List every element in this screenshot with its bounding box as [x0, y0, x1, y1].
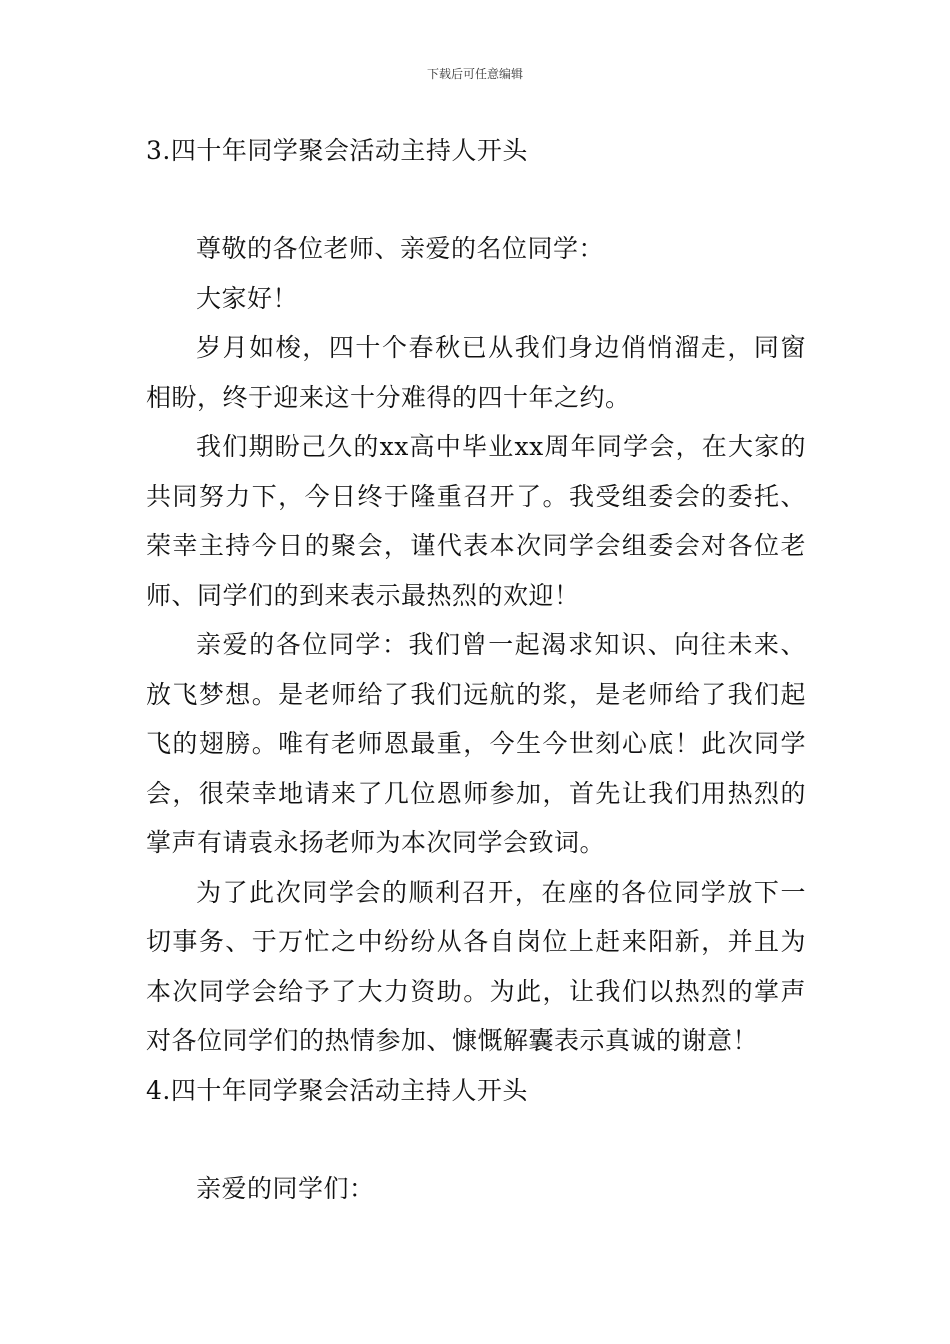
- salutation-classmates: 亲爱的同学们：: [196, 1173, 375, 1203]
- spacer: [146, 1116, 806, 1164]
- section-3-heading: 3.四十年同学聚会活动主持人开头: [146, 136, 528, 165]
- paragraph-welcome: 我们期盼己久的xx高中毕业xx周年同学会，在大家的共同努力下，今日终于隆重召开了。我受组委会的委托、荣幸主持今日的聚会，谨代表本次同学会组委会对各位老师、同学们的到来表示最热烈的欢迎！: [146, 432, 806, 610]
- document-body: [146, 126, 806, 1213]
- page-header-note: 下载后可任意编辑: [426, 67, 523, 81]
- paragraph-time-passes: 岁月如梭，四十个春秋已从我们身边俏悄溜走，同窗相盼，终于迎来这十分难得的四十年之约。: [146, 333, 806, 412]
- paragraph-thanks: 为了此次同学会的顺利召开，在座的各位同学放下一切事务、于万忙之中纷纷从各自岗位上赶来阳新，并且为本次同学会给予了大力资助。为此，让我们以热烈的掌声对各位同学们的热情参加、慷慨解囊表示真诚的谢意！: [146, 877, 806, 1055]
- paragraph-teachers: 亲爱的各位同学：我们曾一起渴求知识、向往未来、放飞梦想。是老师给了我们远航的浆，是老师给了我们起飞的翅膀。唯有老师恩最重，今生今世刻心底！此次同学会，很荣幸地请来了几位恩师参加，首先让我们用热烈的掌声有请袁永扬老师为本次同学会致词。: [146, 630, 806, 857]
- greeting: 大家好！: [196, 283, 299, 313]
- section-4-heading: 4.四十年同学聚会活动主持人开头: [146, 1075, 528, 1105]
- spacer: [146, 176, 806, 224]
- salutation: 尊敬的各位老师、亲爱的名位同学：: [196, 234, 605, 263]
